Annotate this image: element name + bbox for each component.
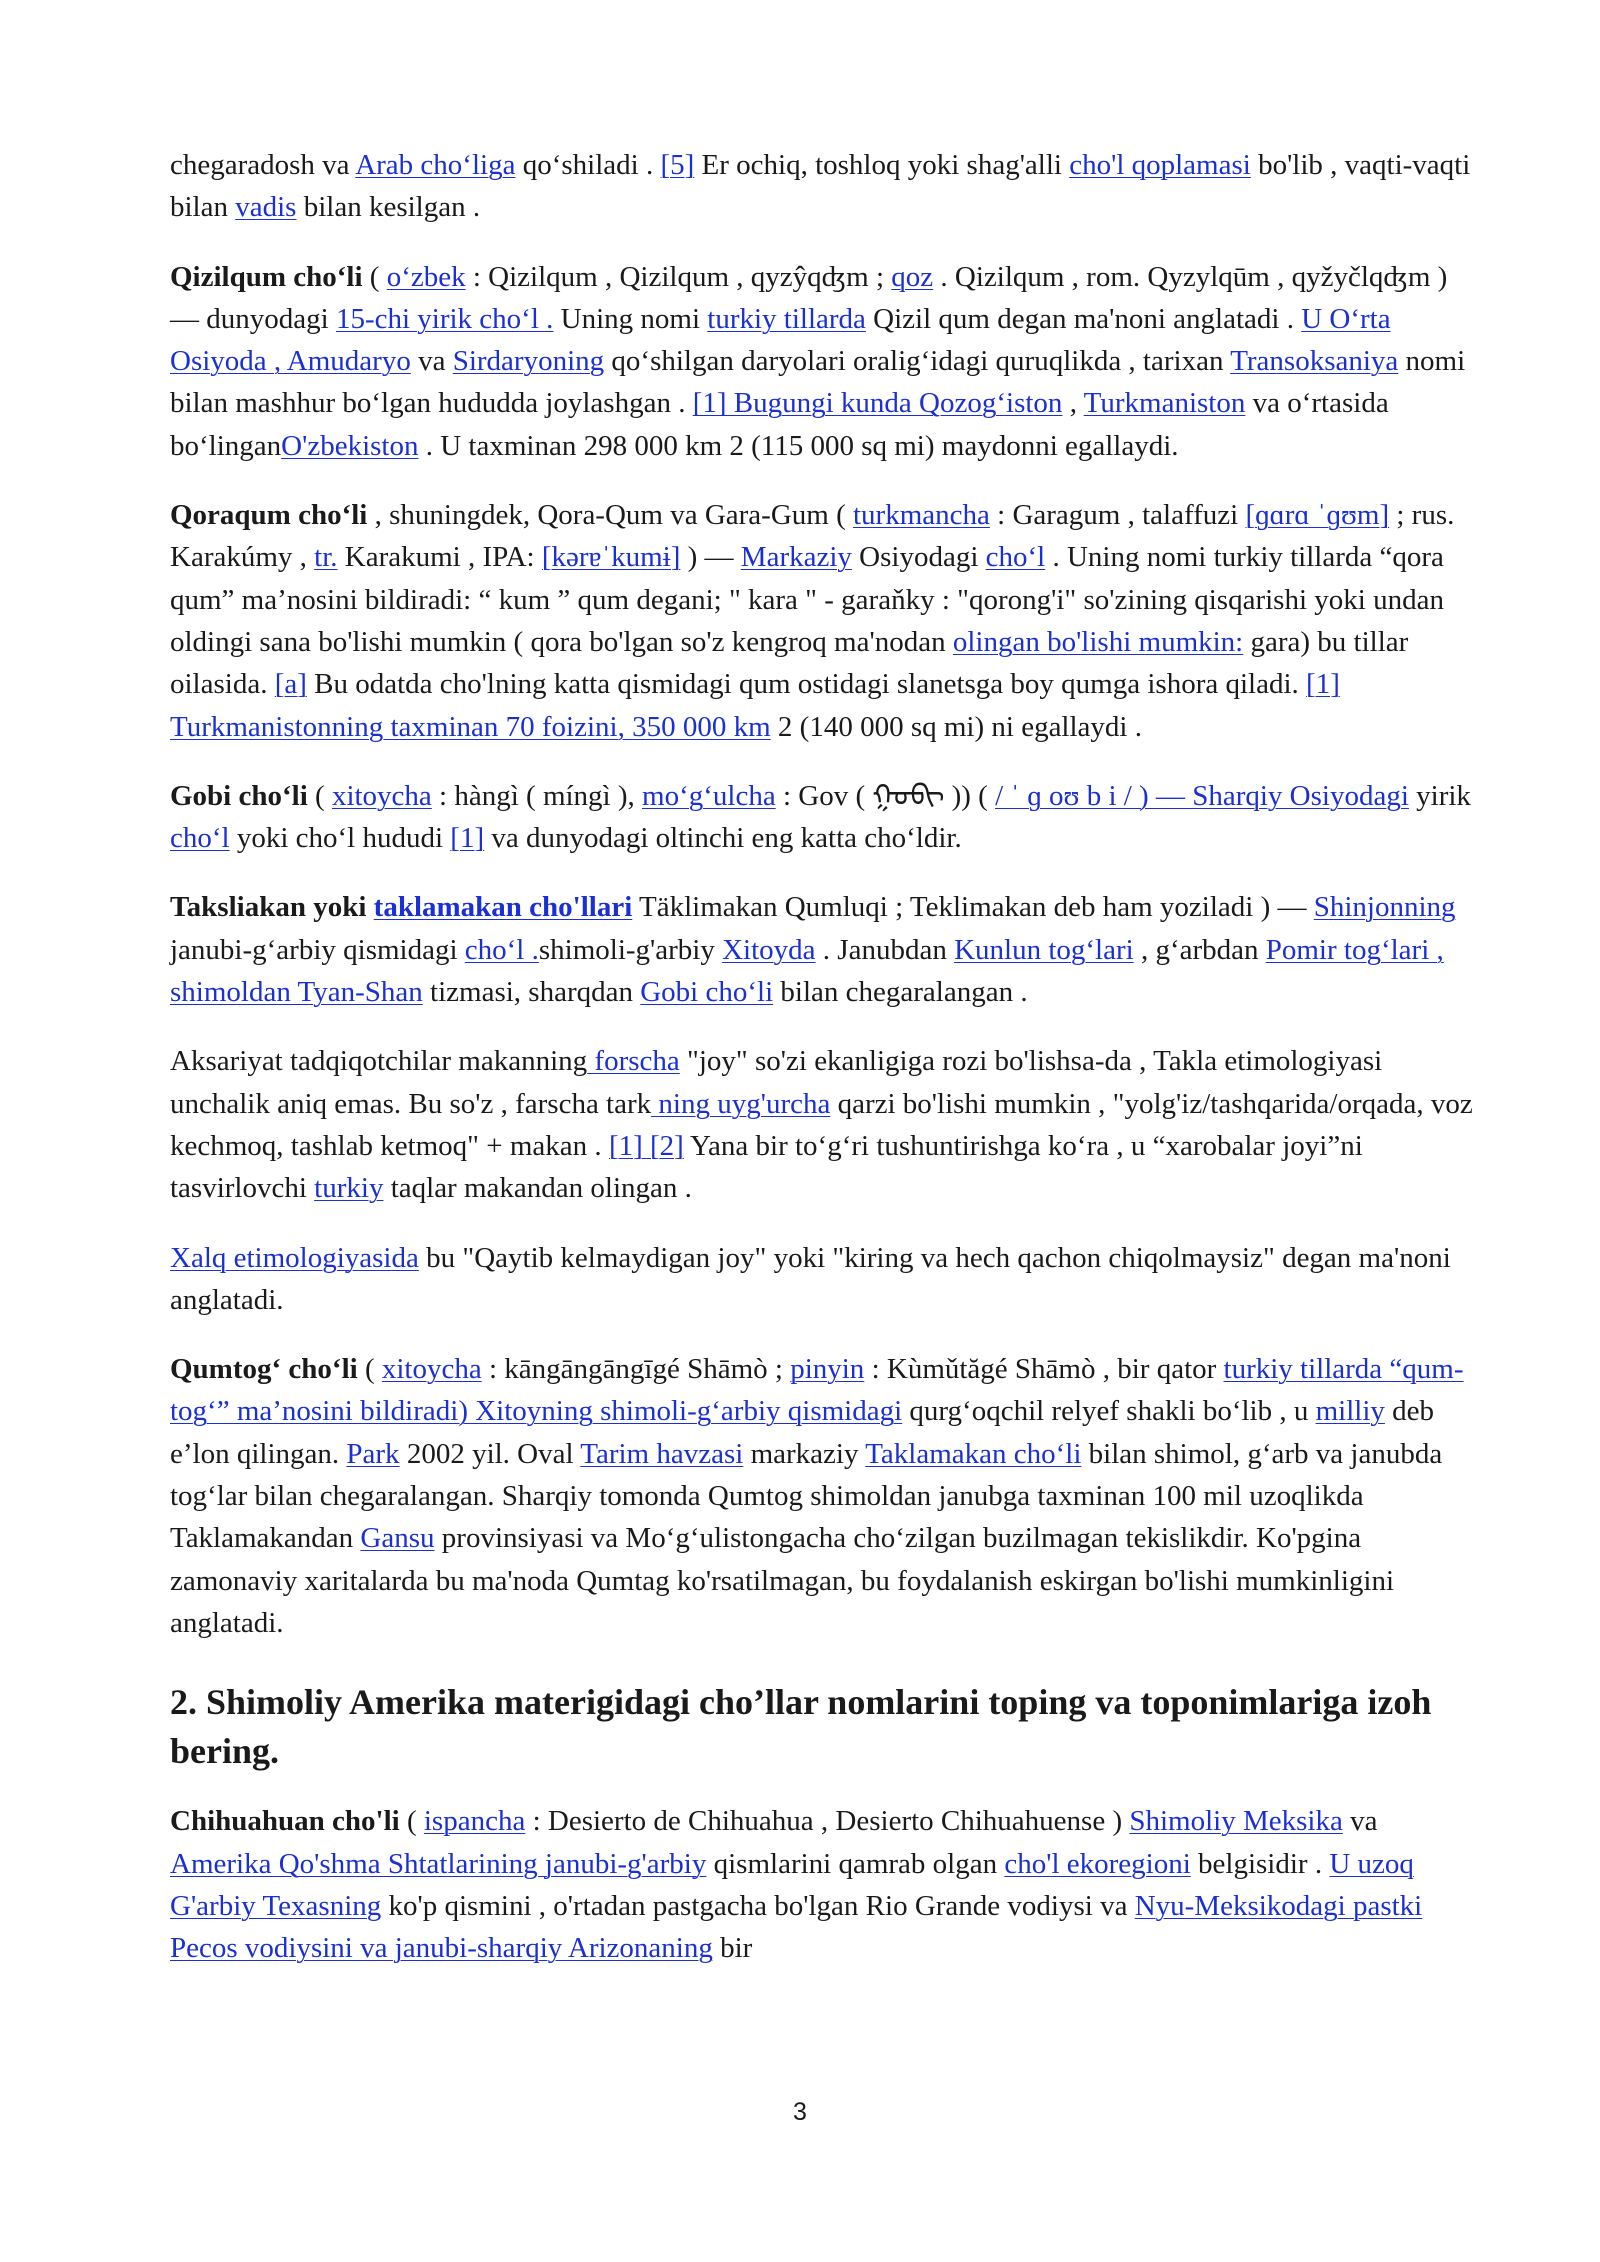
paragraph-qizilqum: Qizilqum cho‘li ( o‘zbek : Qizilqum , Qizilqum , qyzŷqʤm ; qoz . Qizilqum , rom. Qyzylqūm , qyžyčlqʤm ) — dunyodagi 15-chi yirik cho‘l . Uning nomi turkiy tillarda Qizil qum degan ma'noni anglatadi . U O‘rta Osiyoda , Amudaryo va Sirdaryoning qo‘shilgan daryolari oralig‘idagi quruqlikda , tarixan Transoksaniya nomi bilan mashhur bo‘lgan hududda joylashgan . [1] Bugungi kunda Qozog‘iston , Turkmaniston va o‘rtasida bo‘linganO'zbekiston . U taxminan 298 000 km 2 (115 000 sq mi) maydonni egallaydi. <box>170 260 1466 462</box>
link-ref-5[interactable]: [5] <box>660 149 695 181</box>
link-pinyin[interactable]: pinyin <box>790 1353 865 1386</box>
link-transoksaniya[interactable]: Transoksaniya <box>1230 345 1399 378</box>
link-park[interactable]: Park <box>346 1437 400 1470</box>
paragraph-qumtog: Qumtog‘ cho‘li ( xitoycha : kāngāngāngīgé Shāmò ; pinyin : Kùmǔtăgé Shāmò , bir qator turkiy tillarda “qum-tog‘” ma’nosini bildiradi) Xitoyning shimoli-g‘arbiy qismidagi qurg‘oqchil relyef shakli bo‘lib , u milliy deb e’lon qilingan. Park 2002 yil. Oval Tarim havzasi markaziy Taklamakan cho‘li bilan shimol, g‘arb va janubda tog‘lar bilan chegaralangan. Sharqiy tomonda Qumtog shimoldan janubga taxminan 100 mil uzoqlikda Taklamakandan Gansu provinsiyasi va Mo‘g‘ulistongacha cho‘zilgan buzilmagan tekislikdir. Ko'pgina zamonaviy xaritalarda bu ma'noda Qumtag ko'rsatilmagan, bu foydalanish eskirgan bo'lishi mumkinligini anglatadi. <box>170 1353 1464 1639</box>
link-ref-1-2[interactable]: [1] [2] <box>608 1129 684 1162</box>
link-chol-taklamakan[interactable]: cho‘l . <box>464 933 539 966</box>
link-xitoycha-qumtog[interactable]: xitoycha <box>381 1353 482 1386</box>
term-chihuahuan: Chihuahuan cho'li <box>170 1805 400 1838</box>
link-ozbekiston[interactable]: O'zbekiston <box>281 429 419 462</box>
link-garbiy-texasning[interactable]: U uzoq G'arbiy Texasning <box>170 1847 1414 1922</box>
term-qizilqum: Qizilqum cho‘li <box>170 260 363 293</box>
link-chol[interactable]: cho‘l <box>985 541 1046 574</box>
link-forscha[interactable]: forscha <box>587 1045 680 1078</box>
link-uygurcha[interactable]: ning uyg'urcha <box>651 1087 831 1120</box>
link-turkmaniston[interactable]: Turkmaniston <box>1083 387 1246 420</box>
link-ipa-karakumi[interactable]: [kərɐˈkumɨ] <box>541 541 681 574</box>
term-qumtog: Qumtog‘ cho‘li <box>170 1353 358 1386</box>
link-ref-a[interactable]: [a] <box>274 668 307 701</box>
term-taksliakan: Taksliakan yoki <box>170 891 374 924</box>
paragraph-chihuahuan: Chihuahuan cho'li ( ispancha : Desierto de Chihuahua , Desierto Chihuahuense ) Shimoliy Meksika va Amerika Qo'shma Shtatlarining janubi-g'arbiy qismlarini qamrab olgan cho'l ekoregioni belgisidir . U uzoq G'arbiy Texasning ko'p qismini , o'rtadan pastgacha bo'lgan Rio Grande vodiysi va Nyu-Meksikodagi pastki Pecos vodiysini va janubi-sharqiy Arizonaning bir <box>170 1805 1423 1965</box>
link-sharqiy-osiyodagi[interactable]: / ˈ ɡ oʊ b i / ) — Sharqiy Osiyodagi <box>995 779 1409 812</box>
link-tr[interactable]: tr. <box>314 541 338 574</box>
link-turkmanistonning-70-foizini[interactable]: [1] Turkmanistonning taxminan 70 foizini, 350 000 km <box>170 668 1340 743</box>
term-qoraqum: Qoraqum cho‘li <box>170 499 368 532</box>
paragraph-gobi: Gobi cho‘li ( xitoycha : hàngì ( míngì ), mo‘g‘ulcha : Gov ( ᠭᠣᠪᠢ )) ( / ˈ ɡ oʊ b i / ) — Sharqiy Osiyodagi yirik cho‘l yoki cho‘l hududi [1] va dunyodagi oltinchi eng katta cho‘ldir. <box>170 779 1471 855</box>
link-xitoycha[interactable]: xitoycha <box>331 779 432 812</box>
link-turkiy-tillarda[interactable]: turkiy tillarda <box>707 302 866 335</box>
link-tarim-havzasi[interactable]: Tarim havzasi <box>580 1437 744 1470</box>
link-arab-choliga[interactable]: Arab cho‘liga <box>355 149 516 181</box>
link-nyu-meksiko-pecos-arizona[interactable]: Nyu-Meksikodagi pastki Pecos vodiysini va janubi-sharqiy Arizonaning <box>170 1889 1423 1965</box>
link-turkmancha[interactable]: turkmancha <box>853 499 990 532</box>
link-sirdaryoning[interactable]: Sirdaryoning <box>452 345 605 378</box>
link-milliy[interactable]: milliy <box>1315 1395 1385 1428</box>
link-aqsh-janubi-garbiy[interactable]: Amerika Qo'shma Shtatlarining janubi-g'arbiy <box>170 1847 707 1880</box>
link-ozbek[interactable]: o‘zbek <box>386 260 466 293</box>
link-olingan-bolishi-mumkin[interactable]: olingan bo'lishi mumkin: <box>952 625 1244 658</box>
link-shimoliy-meksika[interactable]: Shimoliy Meksika <box>1129 1805 1343 1838</box>
link-mogulcha[interactable]: mo‘g‘ulcha <box>642 779 776 812</box>
link-taklamakan-chollari[interactable]: taklamakan cho'llari <box>373 891 633 924</box>
link-turkiy-tillarda-qum-tog[interactable]: turkiy tillarda “qum-tog‘” ma’nosini bildiradi) Xitoyning shimoli-g‘arbiy qismidagi <box>170 1353 1464 1428</box>
term-gobi: Gobi cho‘li <box>170 779 308 812</box>
link-chol-qoplamasi[interactable]: cho'l qoplamasi <box>1069 149 1251 181</box>
link-ipa-garagum[interactable]: [ɡɑrɑ ˈɡʊm] <box>1245 499 1390 532</box>
paragraph-folk-etymology: Xalq etimologiyasida bu "Qaytib kelmaydigan joy" yoki "kiring va hech qachon chiqolmaysiz" degan ma'noni anglatadi. <box>170 1241 1451 1316</box>
link-pomir-tyan-shan[interactable]: Pomir tog‘lari , shimoldan Tyan-Shan <box>170 933 1444 1009</box>
link-bugungi-kunda-qozogiston[interactable]: [1] Bugungi kunda Qozog‘iston <box>692 387 1063 420</box>
link-chol-ekoregioni[interactable]: cho'l ekoregioni <box>1004 1847 1191 1880</box>
link-gansu[interactable]: Gansu <box>360 1522 435 1555</box>
link-shinjonning[interactable]: Shinjonning <box>1313 891 1456 924</box>
page-number: 3 <box>793 2098 807 2126</box>
link-xalq-etimologiyasida[interactable]: Xalq etimologiyasida <box>170 1241 419 1274</box>
paragraph-etymology: Aksariyat tadqiqotchilar makanning forscha "joy" so'zi ekanligiga rozi bo'lishsa-da , Takla etimologiyasi unchalik aniq emas. Bu so'z , farscha tark ning uyg'urcha qarzi bo'lishi mumkin , "yolg'iz/tashqarida/orqada, voz kechmoq, tashlab ketmoq" + makan . [1] [2] Yana bir to‘g‘ri tushuntirishga ko‘ra , u “xarobalar joyi”ni tasvirlovchi turkiy taqlar makandan olingan . <box>170 1045 1473 1205</box>
link-markaziy[interactable]: Markaziy <box>740 541 852 574</box>
link-qoz[interactable]: qoz <box>891 260 934 293</box>
link-gobi-choli[interactable]: Gobi cho‘li <box>640 976 774 1009</box>
link-ref-1-gobi[interactable]: [1] <box>450 822 485 855</box>
link-turkiy[interactable]: turkiy <box>314 1172 384 1205</box>
paragraph-taklamakan: Taksliakan yoki taklamakan cho'llari Täklimakan Qumluqi ; Teklimakan deb ham yoziladi ) — Shinjonning janubi-g‘arbiy qismidagi cho‘l .shimoli-g'arbiy Xitoyda . Janubdan Kunlun tog‘lari , g‘arbdan Pomir tog‘lari , shimoldan Tyan-Shan tizmasi, sharqdan Gobi cho‘li bilan chegaralangan . <box>170 891 1456 1009</box>
section-heading: 2. Shimoliy Amerika materigidagi cho’llar nomlarini toping va toponimlariga izoh bering. <box>170 1682 1432 1772</box>
link-kunlun-toglari[interactable]: Kunlun tog‘lari <box>954 933 1134 966</box>
link-15-chi-yirik-chol[interactable]: 15-chi yirik cho‘l . <box>335 302 554 335</box>
paragraph-arab-desert: chegaradosh va Arab cho‘liga qo‘shiladi . [5] Er ochiq, toshloq yoki shag'alli cho'l qoplamasi bo'lib , vaqti-vaqti bilan vadis bilan kesilgan . <box>170 149 1471 224</box>
link-ispancha[interactable]: ispancha <box>423 1805 526 1838</box>
link-xitoyda[interactable]: Xitoyda <box>722 933 816 966</box>
link-vadis[interactable]: vadis <box>235 191 297 224</box>
link-chol-gobi[interactable]: cho‘l <box>170 822 230 855</box>
link-orta-osiyoda-amudaryo[interactable]: U O‘rta Osiyoda , Amudaryo <box>170 302 1391 378</box>
paragraph-qoraqum: Qoraqum cho‘li , shuningdek, Qora-Qum va Gara-Gum ( turkmancha : Garagum , talaffuzi [ɡɑrɑ ˈɡʊm] ; rus. Karakúmy , tr. Karakumi , IPA: [kərɐˈkumɨ] ) — Markaziy Osiyodagi cho‘l . Uning nomi turkiy tillarda “qora qum” ma’nosini bildiradi: “ kum ” qum degani; " kara " - garaňky : "qorong'i" so'zining qisqarishi yoki undan oldingi sana bo'lishi mumkin ( qora bo'lgan so'z kengroq ma'nodan olingan bo'lishi mumkin: gara) bu tillar oilasida. [a] Bu odatda cho'lning katta qismidagi qum ostidagi slanetsga boy qumga ishora qiladi. [1] Turkmanistonning taxminan 70 foizini, 350 000 km 2 (140 000 sq mi) ni egallaydi . <box>170 499 1455 743</box>
link-taklamakan-choli[interactable]: Taklamakan cho‘li <box>865 1437 1082 1470</box>
